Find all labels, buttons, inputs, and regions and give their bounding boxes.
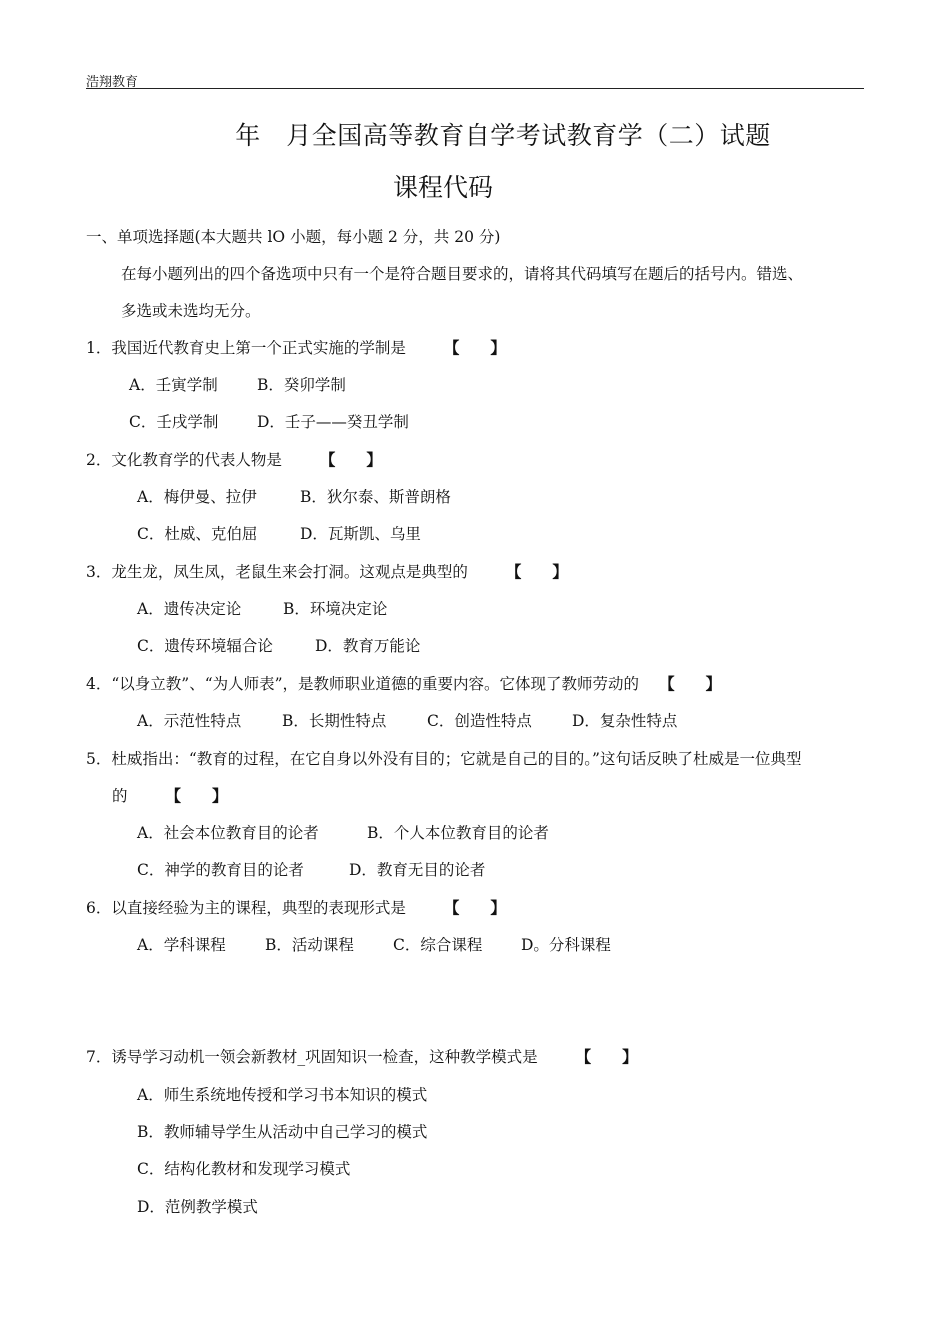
option-d: D．教育无目的论者 — [349, 861, 486, 879]
question-2 — [86, 448, 382, 470]
question-stem: 6．以直接经验为主的课程，典型的表现形式是 — [86, 899, 406, 917]
answer-bracket: 【 】 — [319, 450, 382, 469]
answer-bracket: 【 】 — [165, 786, 228, 805]
question-6 — [86, 896, 506, 918]
question-4 — [86, 672, 721, 694]
option-a: A．师生系统地传授和学习书本知识的模式 — [137, 1086, 428, 1104]
option-b: B．癸卯学制 — [257, 376, 346, 394]
option-d: D．教育万能论 — [315, 637, 421, 655]
option-c: C．结构化教材和发现学习模式 — [137, 1160, 351, 1178]
option-d: D．范例教学模式 — [137, 1198, 258, 1216]
answer-bracket: 【 】 — [505, 562, 568, 581]
question-stem: 3．龙生龙，凤生凤，老鼠生来会打洞。这观点是典型的 — [86, 563, 468, 581]
option-d: D．复杂性特点 — [572, 712, 678, 730]
option-b: B．活动课程 — [265, 936, 354, 954]
option-b: B．狄尔泰、斯普朗格 — [300, 488, 451, 506]
question-5: 5．杜威指出：“教育的过程，在它自身以外没有目的；它就是自己的目的。”这句话反映了杜威是一位典型 — [86, 750, 802, 768]
option-a: A．学科课程 — [137, 936, 226, 954]
option-c: C．神学的教育目的论者 — [137, 861, 304, 879]
question-5-continued — [112, 784, 228, 806]
option-a: A．遗传决定论 — [137, 600, 242, 618]
option-a: A．梅伊曼、拉伊 — [137, 488, 257, 506]
option-b: B．个人本位教育目的论者 — [367, 824, 549, 842]
question-5-options-row-1 — [137, 821, 549, 843]
question-3-options-row-2 — [137, 634, 420, 656]
question-1-options-row-2 — [129, 410, 409, 432]
section-heading: 一、单项选择题(本大题共 lO 小题，每小题 2 分，共 20 分) — [86, 228, 501, 246]
question-3 — [86, 560, 568, 582]
option-a: A．壬寅学制 — [129, 376, 218, 394]
option-a: A．示范性特点 — [137, 712, 242, 730]
option-c: C．壬戌学制 — [129, 413, 219, 431]
option-d: D。分科课程 — [521, 936, 611, 954]
option-b: B．长期性特点 — [282, 712, 387, 730]
option-d: D．瓦斯凯、乌里 — [300, 525, 421, 543]
question-stem: 7．诱导学习动机一领会新教材_巩固知识一检查，这种教学模式是 — [86, 1048, 538, 1066]
header-org: 浩翔教育 — [86, 75, 139, 90]
question-stem: 4．“以身立教”、“为人师表”，是教师职业道德的重要内容。它体现了教师劳动的 — [86, 675, 640, 693]
option-c: C．综合课程 — [393, 936, 483, 954]
question-stem: 1．我国近代教育史上第一个正式实施的学制是 — [86, 339, 406, 357]
question-2-options-row-2 — [137, 522, 421, 544]
question-1 — [86, 336, 506, 358]
answer-bracket: 【 】 — [659, 674, 722, 693]
question-stem: 2．文化教育学的代表人物是 — [86, 451, 282, 469]
page-title: 年 月全国高等教育自学考试教育学（二）试题 — [235, 121, 771, 150]
option-c: C．创造性特点 — [427, 712, 532, 730]
header-rule — [86, 88, 864, 89]
section-instruction-1: 在每小题列出的四个备选项中只有一个是符合题目要求的，请将其代码填写在题后的括号内。错选、 — [121, 265, 804, 283]
option-c: C．遗传环境辐合论 — [137, 637, 273, 655]
option-b: B．教师辅导学生从活动中自己学习的模式 — [137, 1123, 428, 1141]
answer-bracket: 【 】 — [575, 1047, 638, 1066]
section-instruction-2: 多选或未选均无分。 — [121, 302, 261, 320]
option-a: A．社会本位教育目的论者 — [137, 824, 319, 842]
answer-bracket: 【 】 — [443, 898, 506, 917]
course-code-label: 课程代码 — [392, 173, 493, 202]
question-3-options-row-1 — [137, 597, 387, 619]
question-5-options-row-2 — [137, 858, 485, 880]
question-1-options-row-1 — [129, 373, 346, 395]
question-7 — [86, 1045, 638, 1067]
question-6-options-row — [137, 933, 611, 955]
question-2-options-row-1 — [137, 485, 451, 507]
question-4-options-row — [137, 709, 677, 731]
answer-bracket: 【 】 — [443, 338, 506, 357]
question-stem-continued: 的 — [112, 787, 128, 805]
option-c: C．杜威、克伯屈 — [137, 525, 258, 543]
option-b: B．环境决定论 — [283, 600, 388, 618]
option-d: D．壬子——癸丑学制 — [257, 413, 409, 431]
